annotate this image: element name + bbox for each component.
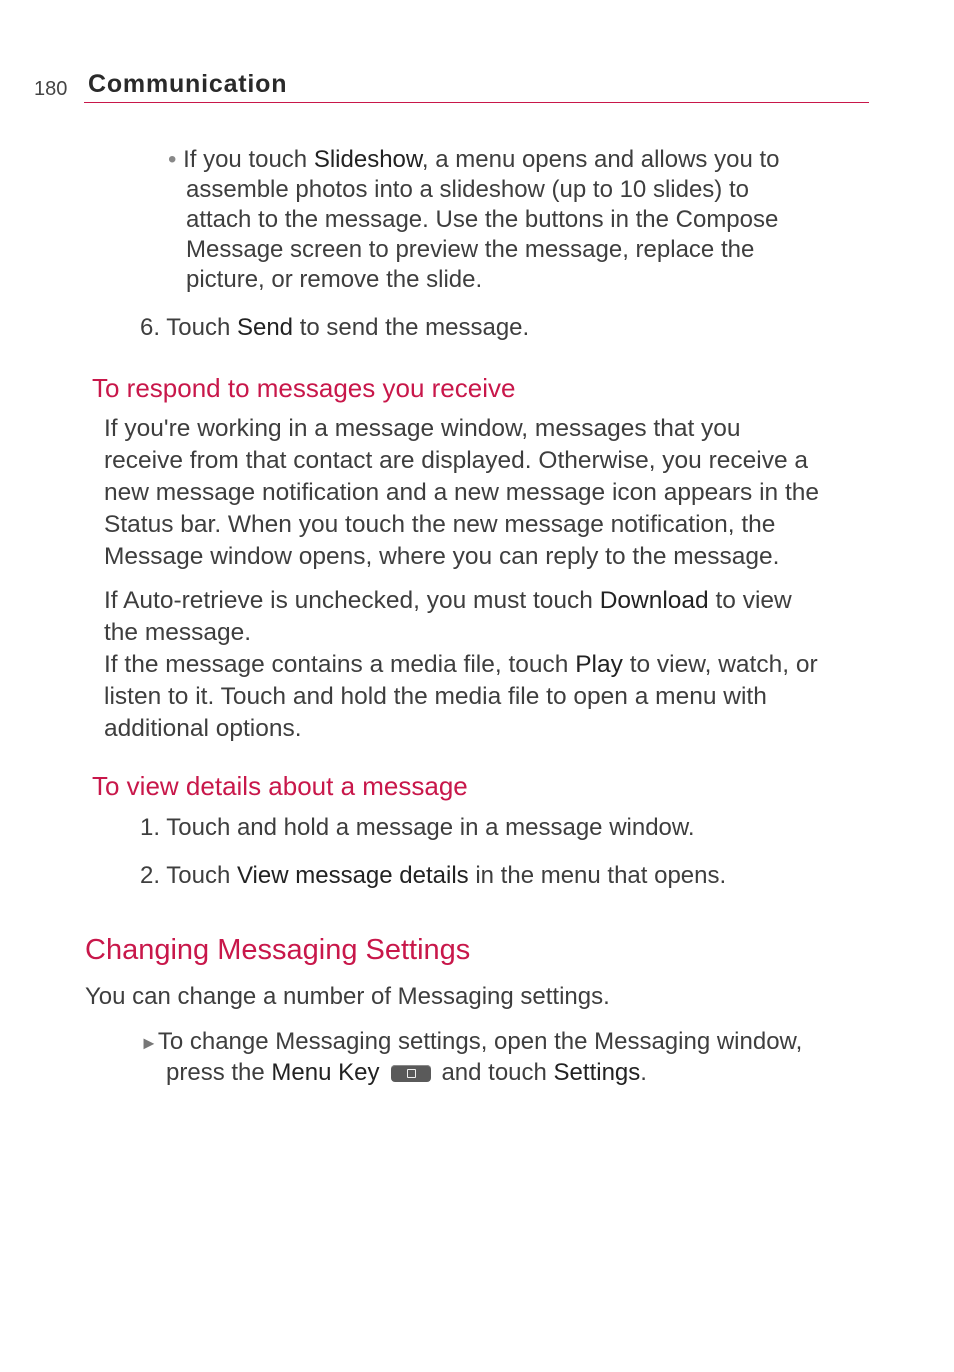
menu-key-term: Menu Key — [271, 1059, 380, 1086]
instruction-text: To change Messaging settings, open the Messaging window, — [157, 1028, 803, 1055]
paragraph-line: If you're working in a message window, messages that you — [104, 415, 741, 442]
details-step-2 — [140, 861, 726, 891]
paragraph-line: the message. — [104, 619, 252, 646]
settings-term: Settings — [553, 1059, 641, 1086]
bullet-text: , a menu opens and allows you to — [421, 146, 780, 173]
bullet-dot: • — [168, 146, 177, 173]
download-term: Download — [599, 587, 709, 614]
step-number: 6. — [140, 314, 161, 341]
send-term: Send — [236, 314, 294, 341]
bullet-line: assemble photos into a slideshow (up to 10 slides) to — [186, 176, 749, 203]
respond-paragraph-1 — [104, 413, 884, 573]
paragraph-text: If the message contains a media file, touch — [104, 651, 576, 678]
bullet-line: attach to the message. Use the buttons in the Compose — [186, 206, 779, 233]
settings-heading: Changing Messaging Settings — [85, 934, 471, 966]
respond-heading: To respond to messages you receive — [92, 373, 516, 403]
header-rule — [84, 102, 869, 103]
view-details-term: View message details — [236, 862, 469, 889]
paragraph-text: to view — [708, 587, 792, 614]
settings-intro: You can change a number of Messaging settings. — [85, 983, 610, 1010]
paragraph-line: additional options. — [104, 715, 302, 742]
play-term: Play — [575, 651, 623, 678]
bullet-line: Message screen to preview the message, replace the — [186, 236, 755, 263]
bullet-text: If you touch — [183, 146, 314, 173]
step-text: in the menu that opens. — [468, 862, 727, 889]
step-6 — [140, 313, 529, 343]
step-text: Touch — [160, 314, 237, 341]
instruction-text: and touch — [441, 1059, 554, 1086]
paragraph-line: Status bar. When you touch the new message notification, the — [104, 511, 776, 538]
arrow-icon: ► — [140, 1033, 158, 1053]
page-number: 180 — [34, 78, 68, 100]
details-heading: To view details about a message — [92, 771, 468, 801]
paragraph-line: receive from that contact are displayed. Otherwise, you receive a — [104, 447, 809, 474]
respond-paragraph-3 — [104, 649, 884, 681]
section-title: Communication — [88, 70, 288, 98]
instruction-text: press the — [166, 1059, 272, 1086]
respond-paragraph-2 — [104, 585, 884, 745]
slideshow-term: Slideshow — [313, 146, 422, 173]
bullet-line: picture, or remove the slide. — [186, 266, 483, 293]
instruction-text: . — [640, 1059, 647, 1086]
menu-key-icon — [391, 1065, 431, 1082]
paragraph-text: to view, watch, or — [622, 651, 818, 678]
settings-instruction — [140, 1027, 880, 1088]
paragraph-line: listen to it. Touch and hold the media file to open a menu with — [104, 683, 767, 710]
step-text: 2. Touch — [140, 862, 237, 889]
step-text: to send the message. — [293, 314, 530, 341]
details-step-1: 1. Touch and hold a message in a message window. — [140, 814, 695, 841]
slideshow-bullet — [168, 145, 858, 295]
paragraph-line: new message notification and a new message icon appears in the — [104, 479, 820, 506]
paragraph-text: If Auto-retrieve is unchecked, you must touch — [104, 587, 600, 614]
paragraph-line: Message window opens, where you can reply to the message. — [104, 543, 780, 570]
